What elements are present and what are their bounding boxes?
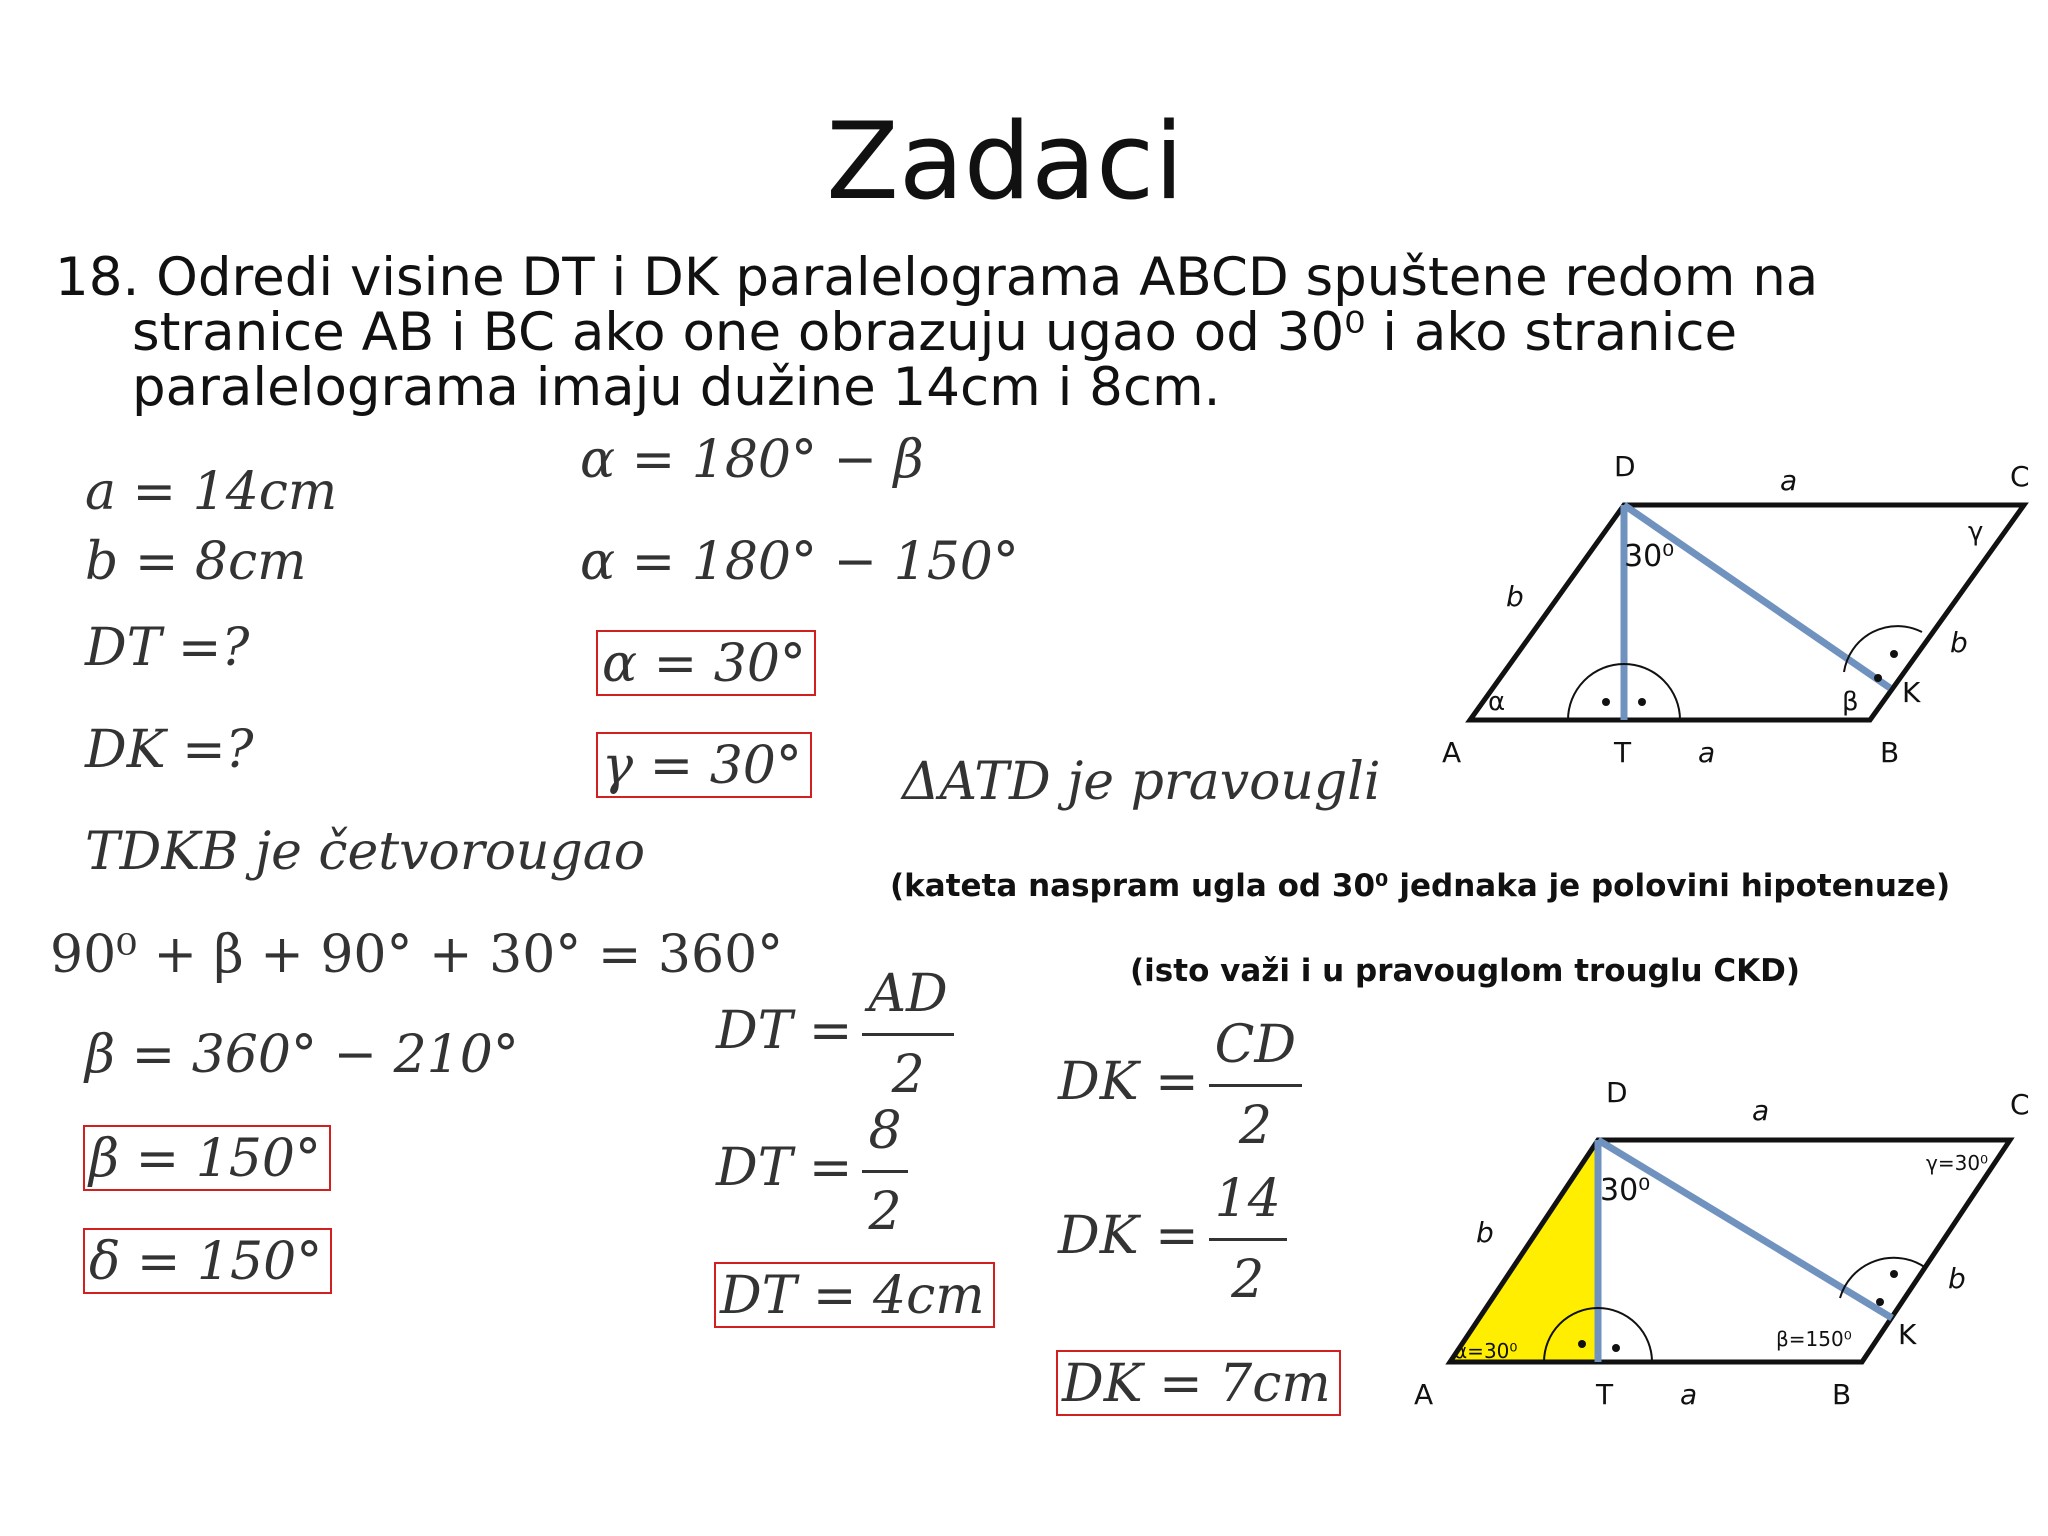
beta-label: β <box>1842 687 1859 717</box>
note-ckd-triangle: (isto važi i u pravouglom trouglu CKD) <box>1130 953 1801 989</box>
alpha-label: α=30⁰ <box>1454 1339 1518 1363</box>
side-b-left-label: b <box>1476 1216 1494 1249</box>
denominator: 2 <box>1238 1096 1272 1156</box>
height-dk-line <box>1598 1140 1892 1318</box>
fraction <box>862 1092 907 1251</box>
side-a-bottom-label: a <box>1680 1378 1698 1411</box>
side-a-bottom-label: a <box>1698 736 1716 769</box>
dk-fraction-1 <box>1058 1006 1302 1165</box>
page-title: Zadaci <box>826 100 1184 223</box>
right-angle-dot <box>1890 1270 1898 1278</box>
alpha-step-2: α = 180° − 150° <box>580 532 1019 592</box>
right-angle-dot <box>1876 1298 1884 1306</box>
vertex-a-label: A <box>1414 1378 1434 1411</box>
unknown-dt: DT =? <box>85 618 250 678</box>
vertex-d-label: D <box>1614 450 1636 483</box>
alpha-label: α <box>1488 687 1506 717</box>
right-angle-dot <box>1602 698 1610 706</box>
delta-result-box: δ = 150° <box>83 1228 332 1294</box>
point-t-label: T <box>1596 1378 1614 1411</box>
alpha-result-box: α = 30° <box>596 630 816 696</box>
note-30-degree-rule: (kateta naspram ugla od 30⁰ jednaka je polovini hipotenuze) <box>890 868 1951 904</box>
beta-calculation: β = 360° − 210° <box>85 1025 519 1085</box>
beta-result-box: β = 150° <box>83 1125 331 1191</box>
quadrilateral-statement: TDKB je četvorougao <box>85 822 646 882</box>
side-a-top-label: a <box>1780 464 1798 497</box>
fraction <box>1209 1160 1287 1319</box>
angle-30-label: 30⁰ <box>1600 1173 1651 1208</box>
parallelogram-figure-bottom <box>1400 1070 2040 1430</box>
side-b-right-label: b <box>1948 1262 1966 1295</box>
denominator: 2 <box>868 1182 902 1242</box>
task-line-3: paralelograma imaju dužine 14cm i 8cm. <box>132 357 1221 418</box>
right-angle-dot <box>1874 674 1882 682</box>
parallelogram-outline <box>1470 505 2024 720</box>
vertex-d-label: D <box>1606 1076 1628 1109</box>
vertex-b-label: B <box>1880 736 1900 769</box>
dt-lhs: DT = <box>716 1001 853 1061</box>
task-line-2: stranice AB i BC ako one obrazuju ugao od 30⁰ i ako stranice <box>132 302 1738 363</box>
vertex-c-label: C <box>2010 1088 2030 1121</box>
parallelogram-figure-top <box>1420 440 2040 780</box>
angle-sum-equation: 90⁰ + β + 90° + 30° = 360° <box>50 925 784 985</box>
vertex-c-label: C <box>2010 460 2030 493</box>
dt-fraction-1 <box>716 955 954 1114</box>
gamma-result-box: γ = 30° <box>596 732 812 798</box>
side-b-left-label: b <box>1506 580 1524 613</box>
gamma-label: γ <box>1968 517 1984 547</box>
point-k-label: K <box>1902 676 1921 709</box>
fraction <box>862 955 953 1114</box>
side-a-top-label: a <box>1752 1094 1770 1127</box>
height-dk-line <box>1624 505 1890 688</box>
task-line-1: 18. Odredi visine DT i DK paralelograma ABCD spuštene redom na <box>55 247 1819 308</box>
point-k-label: K <box>1898 1318 1917 1351</box>
dk-lhs: DK = <box>1058 1052 1199 1112</box>
right-angle-dot <box>1890 650 1898 658</box>
side-b-right-label: b <box>1950 626 1968 659</box>
dt-lhs: DT = <box>716 1138 853 1198</box>
fraction <box>1209 1006 1302 1165</box>
numerator: CD <box>1214 1015 1297 1075</box>
right-angle-dot <box>1578 1340 1586 1348</box>
vertex-a-label: A <box>1442 736 1462 769</box>
numerator: 8 <box>868 1101 902 1161</box>
given-b: b = 8cm <box>85 532 307 592</box>
dk-fraction-2 <box>1058 1160 1287 1319</box>
triangle-atd-statement: ΔATD je pravougli <box>902 752 1381 812</box>
denominator: 2 <box>1231 1250 1265 1310</box>
beta-label: β=150⁰ <box>1776 1327 1852 1351</box>
dt-fraction-2 <box>716 1092 908 1251</box>
dk-result-box: DK = 7cm <box>1056 1350 1341 1416</box>
right-angle-dot <box>1612 1344 1620 1352</box>
dk-lhs: DK = <box>1058 1206 1199 1266</box>
vertex-b-label: B <box>1832 1378 1852 1411</box>
right-angle-dot <box>1638 698 1646 706</box>
numerator: AD <box>868 964 948 1024</box>
point-t-label: T <box>1614 736 1632 769</box>
given-a: a = 14cm <box>85 462 338 522</box>
angle-30-label: 30⁰ <box>1624 539 1675 574</box>
numerator: 14 <box>1214 1169 1281 1229</box>
gamma-label: γ=30⁰ <box>1926 1151 1989 1175</box>
dt-result-box: DT = 4cm <box>714 1262 995 1328</box>
alpha-step-1: α = 180° − β <box>580 430 924 490</box>
unknown-dk: DK =? <box>85 720 254 780</box>
denominator: 2 <box>891 1045 925 1105</box>
